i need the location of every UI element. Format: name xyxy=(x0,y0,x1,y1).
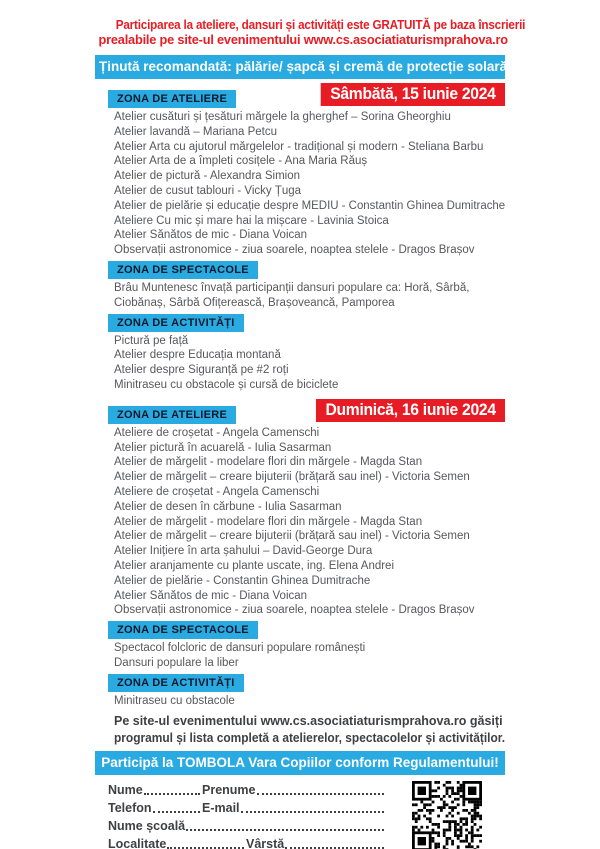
form-dotted-line xyxy=(241,811,384,813)
zone-item-list xyxy=(114,110,505,258)
form-field xyxy=(202,801,386,815)
form-row xyxy=(108,779,386,797)
form-dotted-line xyxy=(257,793,385,795)
agenda-item: Atelier de pielărie - Constantin Ghinea Dumitrache xyxy=(114,574,371,587)
form-field-label: Nume xyxy=(108,782,143,797)
agenda-item: Atelier aranjamente cu plante uscate, ing. Elena Andrei xyxy=(114,559,395,572)
form-field-label: Vârstă xyxy=(246,836,285,849)
form-dotted-line xyxy=(153,811,200,813)
form-row xyxy=(108,797,386,815)
agenda-item: Atelier cusături și țesături mărgele la gherghef – Sorina Gheorghiu xyxy=(114,111,451,123)
form-dotted-line xyxy=(186,829,384,831)
form-row xyxy=(108,815,386,833)
agenda-item: Atelier pictură în acuarelă - Iulia Sasarman xyxy=(114,441,332,454)
zone-section-label: ZONA DE SPECTACOLE xyxy=(108,261,258,279)
agenda-item: Observații astronomice - ziua soarele, noaptea stelele - Dragos Brașov xyxy=(114,244,475,257)
website-note-line-2: programul și lista completă a atelierelor, spectacolelor și activităților. xyxy=(114,730,506,745)
agenda-item: Ateliere de croșetat - Angela Camenschi xyxy=(114,426,320,439)
form-field-label: Telefon xyxy=(108,800,152,815)
agenda-item: Atelier de pictură - Alexandra Simion xyxy=(114,170,301,183)
agenda-item: Atelier despre Siguranță pe #2 roți xyxy=(114,364,289,377)
agenda-item: Dansuri populare la liber xyxy=(114,656,239,669)
zone-section-label: ZONA DE ACTIVITĂȚI xyxy=(108,674,244,692)
attire-banner xyxy=(95,55,508,79)
agenda-item: Brâu Muntenesc învață participanții dansuri populare ca: Horă, Sârbă, Ciobănaș, Sârbă Ofițerească, Brașoveancă, Pamporea xyxy=(114,281,470,309)
zone-section-label: ZONA DE ATELIERE xyxy=(108,406,236,424)
agenda-item: Atelier de mărgelit – creare bijuterii (brățară sau inel) - Victoria Semen xyxy=(114,471,470,484)
agenda-item: Atelier Inițiere în arta șahului – David-George Dura xyxy=(114,545,373,558)
agenda-item: Atelier lavandă – Mariana Petcu xyxy=(114,125,278,138)
form-fields xyxy=(108,779,386,849)
form-field xyxy=(246,837,386,849)
form-field xyxy=(202,783,386,797)
form-dotted-line xyxy=(144,793,200,795)
zone-item-list xyxy=(114,641,505,671)
form-dotted-line xyxy=(285,847,384,849)
day-date-banner: Sâmbătă, 15 iunie 2024 xyxy=(321,83,505,106)
tombola-banner xyxy=(95,751,505,775)
form-field-label: Prenume xyxy=(202,782,256,797)
agenda-item: Ateliere de croșetat - Angela Camenschi xyxy=(114,485,320,498)
agenda-item: Pictură pe față xyxy=(114,334,189,347)
flyer-page xyxy=(95,0,526,849)
registration-form xyxy=(95,779,505,849)
tombola-banner-text: Participă la TOMBOLA Vara Copiilor conform Regulamentului! xyxy=(101,754,499,770)
zone-item-list xyxy=(114,426,505,618)
form-dotted-line xyxy=(167,847,244,849)
agenda-item: Atelier de desen în cărbune - Iulia Sasarman xyxy=(114,500,342,513)
day-date-banner: Duminică, 16 iunie 2024 xyxy=(316,399,505,422)
free-participation-notice xyxy=(95,17,526,47)
agenda-item: Atelier de mărgelit - modelare flori din mărgele - Magda Stan xyxy=(114,515,423,528)
agenda-item: Observații astronomice - ziua soarele, noaptea stelele - Dragos Brașov xyxy=(114,604,475,617)
website-note-line-1: Pe site-ul evenimentului www.cs.asociatiaturismprahova.ro găsiți xyxy=(114,713,503,728)
day-block xyxy=(95,399,505,709)
agenda-item: Atelier Arta de a împleti cosițele - Ana Maria Răuș xyxy=(114,155,368,168)
agenda-item: Atelier Sănătos de mic - Diana Voican xyxy=(114,589,308,602)
zone-section-label: ZONA DE ATELIERE xyxy=(108,90,236,108)
agenda-item: Atelier de mărgelit - modelare flori din mărgele - Magda Stan xyxy=(114,456,423,469)
agenda-item: Atelier Arta cu ajutorul mărgelelor - tradițional și modern - Steliana Barbu xyxy=(114,140,484,153)
program-days xyxy=(95,83,505,709)
website-note xyxy=(114,713,505,747)
agenda-item: Minitraseu cu obstacole și cursă de biciclete xyxy=(114,378,339,391)
form-field xyxy=(108,819,386,833)
zone-item-list xyxy=(114,334,505,393)
attire-banner-text: Ținută recomandată: pălărie/ șapcă și cremă de protecție solară xyxy=(99,59,508,74)
zone-item-list xyxy=(114,694,505,709)
qr-code xyxy=(412,781,482,849)
agenda-item: Minitraseu cu obstacole xyxy=(114,694,235,707)
form-row xyxy=(108,833,386,849)
form-field-label: Nume școală xyxy=(108,818,186,833)
form-field xyxy=(108,783,202,797)
zone-section-label: ZONA DE ACTIVITĂȚI xyxy=(108,314,244,332)
form-field-label: Localitate xyxy=(108,836,167,849)
agenda-item: Atelier despre Educația montană xyxy=(114,349,281,362)
agenda-item: Atelier de pielărie și educație despre MEDIU - Constantin Ghinea Dumitrache xyxy=(114,199,506,212)
agenda-item: Atelier Sănătos de mic - Diana Voican xyxy=(114,229,308,242)
free-notice-line-2: prealabile pe site-ul evenimentului www.cs.asociatiaturismprahova.ro xyxy=(98,32,508,47)
agenda-item: Atelier de mărgelit – creare bijuterii (brățară sau inel) - Victoria Semen xyxy=(114,530,470,543)
agenda-item: Ateliere Cu mic și mare hai la mișcare - Lavinia Stoica xyxy=(114,214,389,227)
day-block xyxy=(95,83,505,393)
free-notice-line-1: Participarea la ateliere, dansuri și activități este GRATUITĂ pe baza înscrierii xyxy=(115,17,526,32)
form-field-label: E-mail xyxy=(202,800,240,815)
form-field xyxy=(108,837,246,849)
form-field xyxy=(108,801,202,815)
agenda-item: Atelier de cusut tablouri - Vicky Țuga xyxy=(114,184,302,197)
zone-item-list xyxy=(114,281,505,311)
agenda-item: Spectacol folcloric de dansuri populare românești xyxy=(114,642,366,655)
zone-section-label: ZONA DE SPECTACOLE xyxy=(108,621,258,639)
